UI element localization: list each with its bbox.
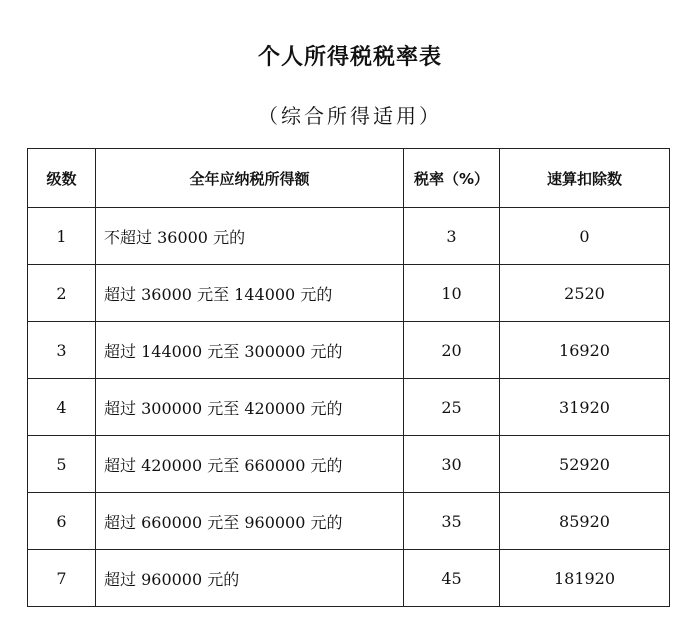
table-row [28,322,670,379]
cell-rate: 20 [404,322,500,379]
cell-level: 5 [28,436,96,493]
table-row [28,436,670,493]
table-row [28,550,670,607]
page-title: 个人所得税税率表 [257,44,442,70]
cell-rate: 25 [404,379,500,436]
cell-level: 4 [28,379,96,436]
cell-level: 3 [28,322,96,379]
table-row [28,379,670,436]
cell-deduction: 85920 [500,493,670,550]
cell-income: 超过 960000 元的 [96,550,404,607]
table-row [28,208,670,265]
cell-level: 6 [28,493,96,550]
header-deduction: 速算扣除数 [500,149,670,208]
cell-income: 超过 36000 元至 144000 元的 [96,265,404,322]
cell-income: 超过 144000 元至 300000 元的 [96,322,404,379]
cell-income: 超过 420000 元至 660000 元的 [96,436,404,493]
header-income: 全年应纳税所得额 [96,149,404,208]
cell-rate: 35 [404,493,500,550]
cell-rate: 3 [404,208,500,265]
cell-rate: 45 [404,550,500,607]
cell-rate: 10 [404,265,500,322]
cell-income: 不超过 36000 元的 [96,208,404,265]
cell-income: 超过 660000 元至 960000 元的 [96,493,404,550]
cell-deduction: 16920 [500,322,670,379]
cell-level: 7 [28,550,96,607]
cell-deduction: 0 [500,208,670,265]
cell-income: 超过 300000 元至 420000 元的 [96,379,404,436]
cell-deduction: 52920 [500,436,670,493]
table-row [28,493,670,550]
cell-level: 2 [28,265,96,322]
cell-deduction: 181920 [500,550,670,607]
cell-deduction: 31920 [500,379,670,436]
cell-rate: 30 [404,436,500,493]
header-level: 级数 [28,149,96,208]
cell-level: 1 [28,208,96,265]
tax-rate-table [27,148,670,607]
table-row [28,265,670,322]
page-subtitle: （综合所得适用） [258,104,442,128]
header-rate: 税率（%） [404,149,500,208]
cell-deduction: 2520 [500,265,670,322]
table-header-row [28,149,670,208]
